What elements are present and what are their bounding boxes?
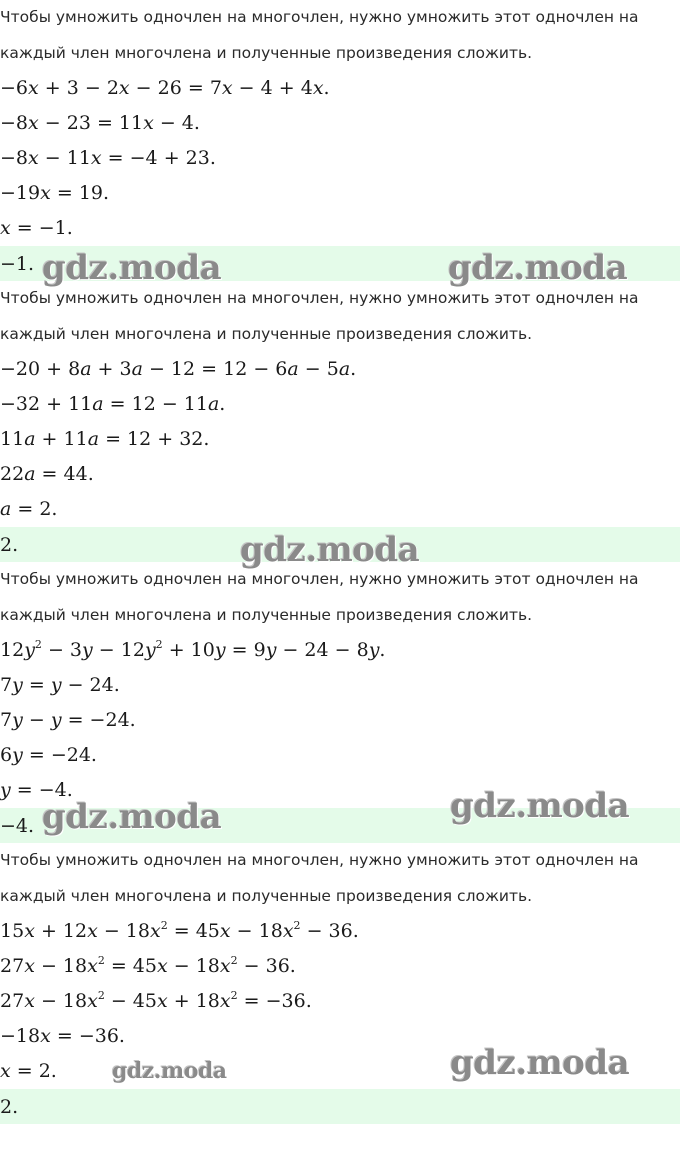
equation-step: −8x − 11x = −4 + 23. xyxy=(0,147,216,169)
equation-step: −20 + 8a + 3a − 12 = 12 − 6a − 5a. xyxy=(0,358,357,380)
answer-value: 2. xyxy=(0,534,19,556)
watermark-logo: gdz.moda xyxy=(112,1058,227,1084)
equation-step: $27x - 18x^2 = 45x - 18x^2 - 36$. xyxy=(0,955,296,977)
equation-step: −32 + 11a = 12 − 11a. xyxy=(0,393,226,415)
equation-step: $15x + 12x - 18x^2 = 45x - 18x^2 - 36$. xyxy=(0,920,359,942)
equation-step: a = 2. xyxy=(0,498,58,520)
rule-text: Чтобы умножить одночлен на многочлен, нужно умножить этот одночлен на xyxy=(0,851,639,869)
equation-step: −19x = 19. xyxy=(0,182,110,204)
answer-value: 2. xyxy=(0,1096,19,1118)
equation-step: y = −4. xyxy=(0,779,73,801)
rule-text: каждый член многочлена и полученные произведения сложить. xyxy=(0,887,533,905)
equation-step: 11a + 11a = 12 + 32. xyxy=(0,428,210,450)
rule-text: каждый член многочлена и полученные произведения сложить. xyxy=(0,44,533,62)
equation-step: 6y = −24. xyxy=(0,744,97,766)
rule-text: Чтобы умножить одночлен на многочлен, нужно умножить этот одночлен на xyxy=(0,8,639,26)
equation-step: x = 2. xyxy=(0,1060,57,1082)
equation-step: $27x - 18x^2 - 45x + 18x^2 = -36$. xyxy=(0,990,312,1012)
rule-text: Чтобы умножить одночлен на многочлен, нужно умножить этот одночлен на xyxy=(0,570,639,588)
answer-highlight xyxy=(0,1089,680,1124)
watermark-logo: gdz.moda xyxy=(450,1043,630,1083)
watermark-logo: gdz.moda xyxy=(240,530,420,570)
equation-step: 7y − y = −24. xyxy=(0,709,136,731)
rule-text: каждый член многочлена и полученные произведения сложить. xyxy=(0,606,533,624)
equation-step: −18x = −36. xyxy=(0,1025,125,1047)
watermark-logo: gdz.moda xyxy=(42,797,222,837)
answer-value: −4. xyxy=(0,815,35,837)
watermark-logo: gdz.moda xyxy=(448,248,628,288)
equation-step: $12y^2 - 3y - 12y^2 + 10y = 9y - 24 - 8y$. xyxy=(0,639,386,661)
rule-text: Чтобы умножить одночлен на многочлен, нужно умножить этот одночлен на xyxy=(0,289,639,307)
watermark-logo: gdz.moda xyxy=(42,248,222,288)
answer-value: −1. xyxy=(0,253,35,275)
equation-step: 22a = 44. xyxy=(0,463,94,485)
watermark-logo: gdz.moda xyxy=(450,786,630,826)
equation-step: x = −1. xyxy=(0,217,73,239)
equation-step: 7y = y − 24. xyxy=(0,674,120,696)
equation-step: −8x − 23 = 11x − 4. xyxy=(0,112,200,134)
rule-text: каждый член многочлена и полученные произведения сложить. xyxy=(0,325,533,343)
equation-step: −6x + 3 − 2x − 26 = 7x − 4 + 4x. xyxy=(0,77,330,99)
